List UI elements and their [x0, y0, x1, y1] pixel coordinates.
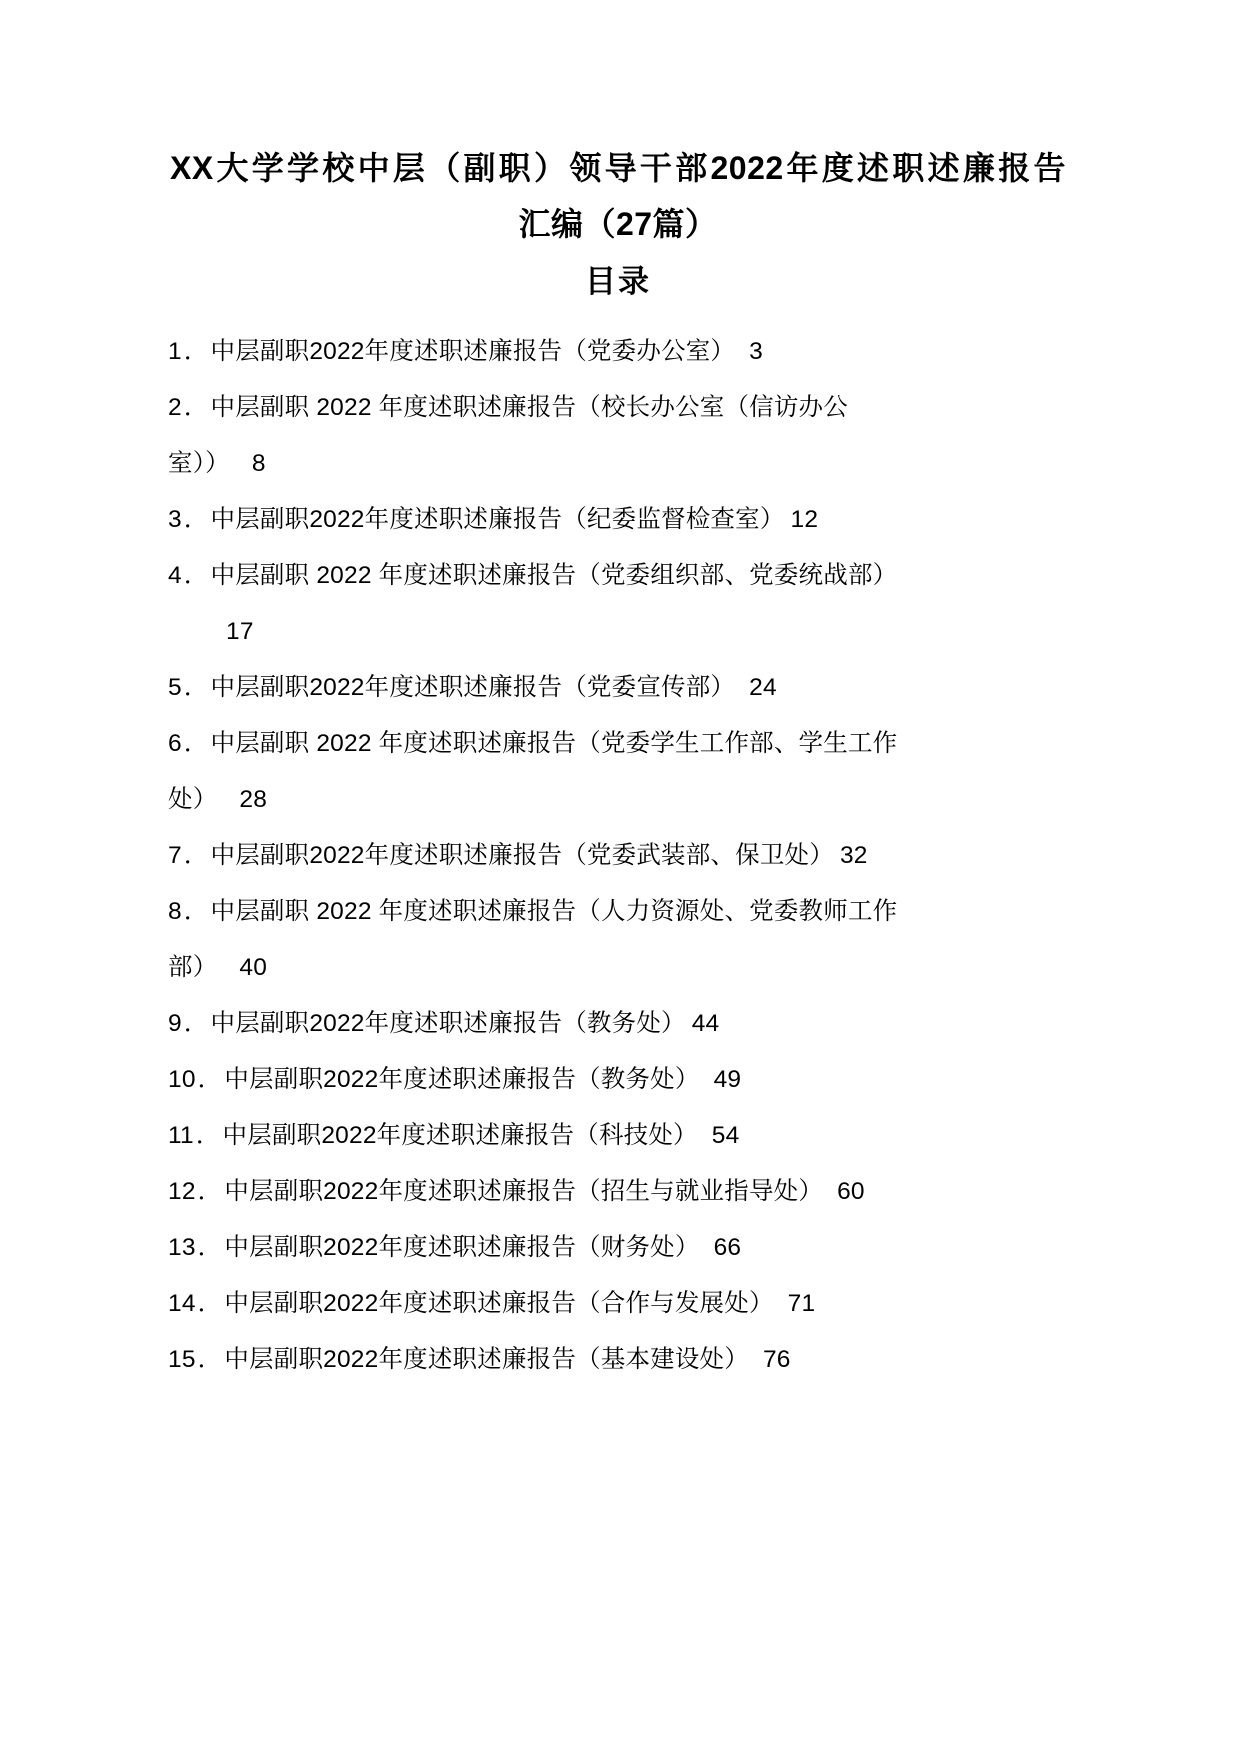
toc-entry-label: 中层副职 2022 年度述职述廉报告（人力资源处、党委教师工作 — [210, 898, 898, 926]
toc-entry-continuation[interactable] — [168, 940, 1068, 996]
toc-entry-page-number: 32 — [839, 842, 868, 870]
toc-entry-separator: ． — [183, 730, 209, 758]
toc-entry-separator: ． — [197, 1066, 223, 1094]
toc-entry-separator: ． — [183, 898, 209, 926]
toc-entry[interactable] — [168, 492, 1068, 548]
toc-entry-number: 6 — [168, 730, 182, 758]
table-of-contents-heading: 目录 — [585, 264, 651, 299]
toc-entry-label: 中层副职2022年度述职述廉报告（合作与发展处） — [224, 1290, 774, 1318]
toc-entry-label: 中层副职 2022 年度述职述廉报告（党委学生工作部、学生工作 — [210, 730, 898, 758]
toc-entry-separator: ． — [183, 338, 209, 366]
table-of-contents-list — [168, 324, 1068, 1388]
toc-entry[interactable] — [168, 716, 1068, 772]
toc-entry-label: 中层副职2022年度述职述廉报告（纪委监督检查室） — [210, 506, 785, 534]
toc-entry-continuation-label: 部） — [168, 954, 218, 982]
toc-entry[interactable] — [168, 1276, 1068, 1332]
toc-entry-page-number: 12 — [790, 506, 819, 534]
toc-entry-page-number: 71 — [787, 1290, 816, 1318]
toc-entry-separator: ． — [197, 1290, 223, 1318]
toc-entry-label: 中层副职 2022 年度述职述廉报告（校长办公室（信访办公 — [210, 394, 848, 422]
toc-entry-separator: ． — [183, 842, 209, 870]
toc-entry-number: 12 — [168, 1178, 196, 1206]
toc-entry-page-number: 60 — [837, 1178, 865, 1206]
toc-entry-label: 中层副职2022年度述职述廉报告（党委武装部、保卫处） — [210, 842, 834, 870]
toc-entry-separator: ． — [197, 1178, 223, 1206]
page-title-line-2: 汇编（27篇） — [518, 206, 718, 242]
toc-entry-number: 8 — [168, 898, 182, 926]
toc-entry-continuation[interactable] — [168, 772, 1068, 828]
toc-entry-label: 中层副职2022年度述职述廉报告（党委宣传部） — [210, 674, 736, 702]
page-title-line-1: XX大学学校中层（副职）领导干部2022年度述职述廉报告 — [170, 150, 1066, 186]
toc-entry-label: 中层副职 2022 年度述职述廉报告（党委组织部、党委统战部） — [210, 562, 898, 590]
toc-entry-number: 1 — [168, 338, 182, 366]
toc-entry-separator: ． — [197, 1346, 223, 1374]
toc-entry[interactable] — [168, 996, 1068, 1052]
toc-entry-page-number: 44 — [691, 1010, 720, 1038]
toc-entry-page-number: 28 — [239, 786, 268, 814]
toc-entry-number: 10 — [168, 1066, 196, 1094]
toc-entry-label: 中层副职2022年度述职述廉报告（科技处） — [222, 1122, 698, 1150]
toc-entry-page-number: 24 — [749, 674, 777, 702]
toc-entry-label: 中层副职2022年度述职述廉报告（基本建设处） — [224, 1346, 749, 1374]
toc-entry[interactable] — [168, 548, 1068, 604]
toc-entry-label: 中层副职2022年度述职述廉报告（党委办公室） — [210, 338, 736, 366]
toc-entry-continuation[interactable] — [168, 604, 1068, 660]
toc-entry-separator: ． — [197, 1234, 223, 1262]
toc-entry-label: 中层副职2022年度述职述廉报告（财务处） — [224, 1234, 700, 1262]
toc-entry[interactable] — [168, 1108, 1068, 1164]
toc-entry-page-number: 76 — [762, 1346, 791, 1374]
toc-entry-number: 7 — [168, 842, 182, 870]
toc-entry-continuation[interactable] — [168, 436, 1068, 492]
toc-entry-label: 中层副职2022年度述职述廉报告（招生与就业指导处） — [224, 1178, 824, 1206]
page-title — [168, 140, 1068, 252]
toc-entry-separator: ． — [183, 1010, 209, 1038]
toc-entry-separator: ． — [183, 394, 209, 422]
toc-entry-number: 3 — [168, 506, 182, 534]
toc-entry-page-number: 54 — [711, 1122, 740, 1150]
toc-entry-number: 14 — [168, 1290, 196, 1318]
toc-entry[interactable] — [168, 1052, 1068, 1108]
page-content — [168, 140, 1068, 1388]
toc-entry-page-number: 49 — [713, 1066, 742, 1094]
toc-entry-number: 15 — [168, 1346, 196, 1374]
toc-entry-number: 5 — [168, 674, 182, 702]
toc-entry-page-number: 40 — [239, 954, 268, 982]
toc-entry[interactable] — [168, 884, 1068, 940]
toc-entry-label: 中层副职2022年度述职述廉报告（教务处） — [210, 1010, 686, 1038]
toc-entry-page-number: 66 — [713, 1234, 742, 1262]
toc-entry-number: 11 — [168, 1122, 194, 1150]
toc-entry-number: 9 — [168, 1010, 182, 1038]
toc-entry[interactable] — [168, 660, 1068, 716]
toc-entry-page-number: 17 — [226, 618, 254, 646]
toc-entry-separator: ． — [183, 506, 209, 534]
toc-entry-page-number: 8 — [251, 450, 266, 478]
toc-entry-separator: ． — [195, 1122, 221, 1150]
toc-entry-continuation-label: 处） — [168, 786, 218, 814]
toc-entry[interactable] — [168, 380, 1068, 436]
toc-entry-separator: ． — [183, 562, 209, 590]
toc-entry[interactable] — [168, 1332, 1068, 1388]
toc-entry-number: 13 — [168, 1234, 196, 1262]
toc-entry-continuation-label: 室）） — [168, 450, 230, 478]
toc-entry-page-number: 3 — [749, 338, 763, 366]
toc-entry-number: 4 — [168, 562, 182, 590]
toc-entry[interactable] — [168, 1164, 1068, 1220]
toc-entry-label: 中层副职2022年度述职述廉报告（教务处） — [224, 1066, 700, 1094]
toc-entry-separator: ． — [183, 674, 209, 702]
toc-entry[interactable] — [168, 324, 1068, 380]
toc-entry-number: 2 — [168, 394, 182, 422]
toc-entry[interactable] — [168, 1220, 1068, 1276]
toc-entry[interactable] — [168, 828, 1068, 884]
